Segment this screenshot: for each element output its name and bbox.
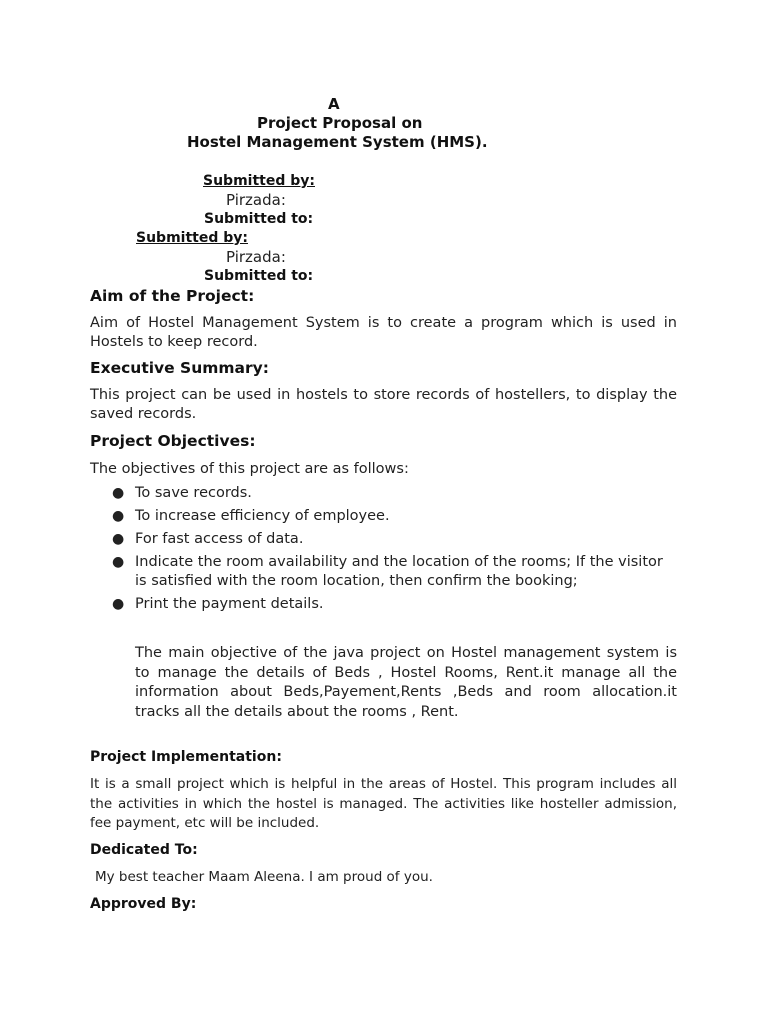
submitted-by-label: Submitted by: <box>136 230 248 246</box>
title-line-proposal: Project Proposal on <box>257 114 423 132</box>
submitter-name: Pirzada: <box>226 191 286 209</box>
aim-text: Aim of Hostel Management System is to create a program which is used in Hostels to keep record. <box>90 315 677 350</box>
implementation-heading: Project Implementation: <box>90 749 282 765</box>
implementation-text: It is a small project which is helpful in the areas of Hostel. This program includes all the activities in which the hostel is managed. The activities like hosteller admission, fee payment, etc will be included. <box>90 776 677 831</box>
objectives-intro: The objectives of this project are as follows: <box>90 461 409 477</box>
bullet-icon: ● <box>112 485 125 501</box>
submitted-to-label: Submitted to: <box>204 211 314 227</box>
title-line-system: Hostel Management System (HMS). <box>187 133 488 151</box>
bullet-icon: ● <box>112 596 125 612</box>
main-objective-text: The main objective of the java project on Hostel management system is to manage the details of Beds , Hostel Rooms, Rent.it manage all the information about Beds,Payement,Rents ,Beds and room allocation.it tracks all the details about the rooms , Rent. <box>135 645 677 720</box>
bullet-icon: ● <box>112 508 125 524</box>
objectives-list <box>90 484 677 614</box>
list-item: ● To save records. <box>112 485 252 501</box>
dedicated-heading: Dedicated To: <box>90 842 198 858</box>
list-item: ● Indicate the room availability and the location of the rooms; If the visitor is satisfied with the room location, then confirm the booking; <box>112 554 663 589</box>
submitted-to-label: Submitted to: <box>204 268 314 284</box>
aim-heading: Aim of the Project: <box>90 287 255 305</box>
dedicated-text: My best teacher Maam Aleena. I am proud of you. <box>95 869 433 885</box>
list-item: ● To increase efficiency of employee. <box>112 508 390 524</box>
submitter-name: Pirzada: <box>226 248 286 266</box>
bullet-icon: ● <box>112 554 125 570</box>
approved-heading: Approved By: <box>90 896 197 912</box>
title-line-a: A <box>328 95 340 113</box>
objectives-heading: Project Objectives: <box>90 432 256 450</box>
list-item: ● For fast access of data. <box>112 531 304 547</box>
summary-text: This project can be used in hostels to store records of hostellers, to display the saved records. <box>90 387 677 422</box>
bullet-icon: ● <box>112 531 125 547</box>
summary-heading: Executive Summary: <box>90 359 269 377</box>
submitted-by-label: Submitted by: <box>203 173 315 189</box>
list-item: ● Print the payment details. <box>112 596 324 612</box>
